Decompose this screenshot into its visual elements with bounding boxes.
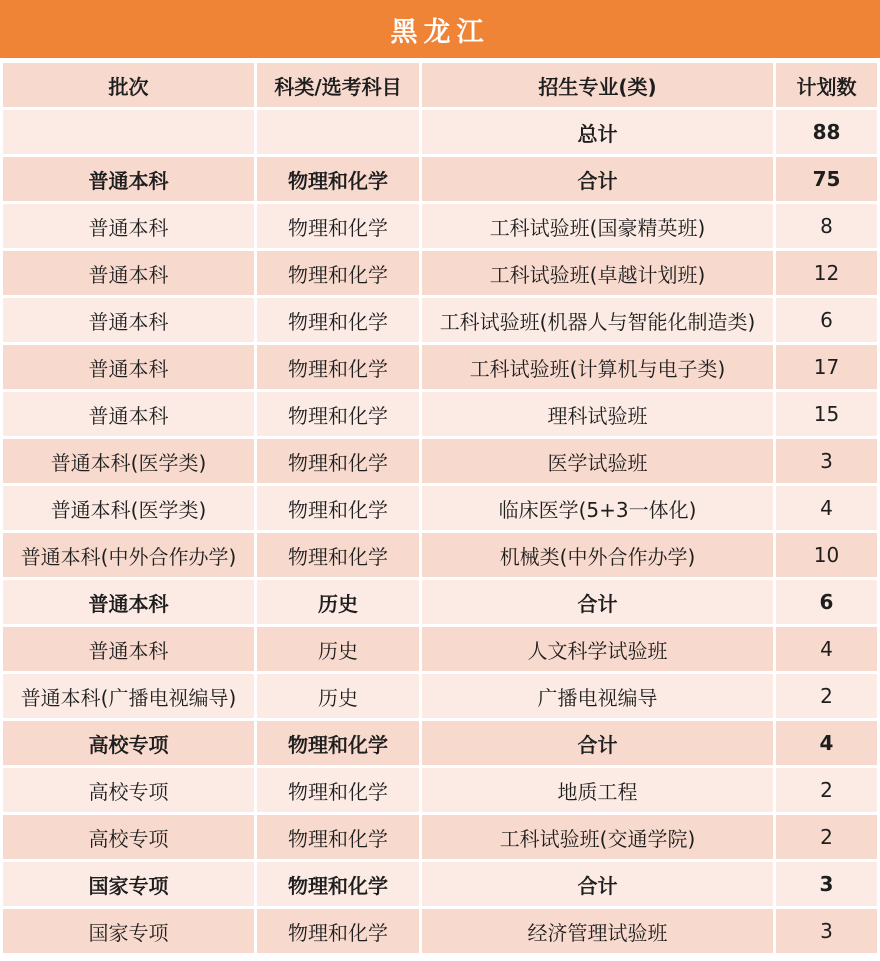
header-subject: 科类/选考科目: [257, 63, 419, 107]
cell-subject: 物理和化学: [257, 204, 419, 248]
subtotal-row: [3, 157, 877, 201]
cell-subject: 物理和化学: [257, 345, 419, 389]
cell-batch: 普通本科(医学类): [3, 439, 254, 483]
cell-major: 合计: [422, 721, 773, 765]
cell-batch: 高校专项: [3, 768, 254, 812]
table-row: [3, 768, 877, 812]
cell-major: 理科试验班: [422, 392, 773, 436]
header-count: 计划数: [776, 63, 877, 107]
cell-major: 机械类(中外合作办学): [422, 533, 773, 577]
table-row: [3, 533, 877, 577]
cell-subject: 物理和化学: [257, 721, 419, 765]
cell-batch: 普通本科(中外合作办学): [3, 533, 254, 577]
cell-major: 工科试验班(卓越计划班): [422, 251, 773, 295]
cell-subject: 物理和化学: [257, 862, 419, 906]
cell-batch: 普通本科: [3, 580, 254, 624]
cell-batch: [3, 110, 254, 154]
header-major: 招生专业(类): [422, 63, 773, 107]
table-row: [3, 345, 877, 389]
cell-batch: 普通本科(广播电视编导): [3, 674, 254, 718]
cell-batch: 普通本科: [3, 345, 254, 389]
cell-subject: 物理和化学: [257, 298, 419, 342]
subtotal-row: [3, 862, 877, 906]
table-row: [3, 251, 877, 295]
cell-count: 3: [776, 439, 877, 483]
cell-count: 12: [776, 251, 877, 295]
cell-count: 17: [776, 345, 877, 389]
table-body: [3, 110, 877, 953]
cell-batch: 高校专项: [3, 815, 254, 859]
cell-count: 15: [776, 392, 877, 436]
subtotal-row: [3, 580, 877, 624]
enrollment-plan-table: [0, 60, 880, 956]
cell-major: 合计: [422, 157, 773, 201]
cell-major: 工科试验班(交通学院): [422, 815, 773, 859]
cell-batch: 普通本科: [3, 627, 254, 671]
cell-major: 合计: [422, 862, 773, 906]
cell-count: 2: [776, 815, 877, 859]
cell-count: 4: [776, 486, 877, 530]
cell-subject: 历史: [257, 627, 419, 671]
cell-major: 合计: [422, 580, 773, 624]
cell-batch: 高校专项: [3, 721, 254, 765]
cell-subject: 物理和化学: [257, 768, 419, 812]
cell-subject: 物理和化学: [257, 392, 419, 436]
cell-batch: 国家专项: [3, 909, 254, 953]
cell-major: 地质工程: [422, 768, 773, 812]
table-title: 黑龙江: [0, 0, 880, 58]
cell-subject: 历史: [257, 674, 419, 718]
cell-major: 工科试验班(计算机与电子类): [422, 345, 773, 389]
cell-subject: 物理和化学: [257, 815, 419, 859]
cell-major: 医学试验班: [422, 439, 773, 483]
table-row: [3, 909, 877, 953]
cell-major: 临床医学(5+3一体化): [422, 486, 773, 530]
cell-count: 4: [776, 721, 877, 765]
cell-count: 2: [776, 768, 877, 812]
cell-batch: 普通本科: [3, 392, 254, 436]
cell-major: 工科试验班(机器人与智能化制造类): [422, 298, 773, 342]
cell-subject: 物理和化学: [257, 251, 419, 295]
table-row: [3, 486, 877, 530]
cell-subject: 物理和化学: [257, 439, 419, 483]
table-row: [3, 439, 877, 483]
cell-batch: 普通本科: [3, 298, 254, 342]
cell-major: 经济管理试验班: [422, 909, 773, 953]
cell-count: 3: [776, 862, 877, 906]
cell-count: 2: [776, 674, 877, 718]
cell-subject: 物理和化学: [257, 909, 419, 953]
cell-count: 6: [776, 298, 877, 342]
cell-count: 6: [776, 580, 877, 624]
cell-batch: 普通本科(医学类): [3, 486, 254, 530]
table-row: [3, 392, 877, 436]
cell-count: 3: [776, 909, 877, 953]
table-row: [3, 204, 877, 248]
cell-count: 10: [776, 533, 877, 577]
cell-count: 88: [776, 110, 877, 154]
table-row: [3, 298, 877, 342]
cell-major: 总计: [422, 110, 773, 154]
cell-batch: 国家专项: [3, 862, 254, 906]
cell-subject: 物理和化学: [257, 157, 419, 201]
cell-subject: [257, 110, 419, 154]
cell-major: 广播电视编导: [422, 674, 773, 718]
header-batch: 批次: [3, 63, 254, 107]
cell-major: 人文科学试验班: [422, 627, 773, 671]
subtotal-row: [3, 110, 877, 154]
cell-count: 75: [776, 157, 877, 201]
cell-subject: 物理和化学: [257, 486, 419, 530]
table-row: [3, 815, 877, 859]
cell-batch: 普通本科: [3, 157, 254, 201]
table-row: [3, 674, 877, 718]
subtotal-row: [3, 721, 877, 765]
cell-subject: 物理和化学: [257, 533, 419, 577]
cell-batch: 普通本科: [3, 204, 254, 248]
table-header-row: [3, 63, 877, 107]
cell-major: 工科试验班(国豪精英班): [422, 204, 773, 248]
cell-count: 8: [776, 204, 877, 248]
cell-batch: 普通本科: [3, 251, 254, 295]
table-row: [3, 627, 877, 671]
cell-count: 4: [776, 627, 877, 671]
cell-subject: 历史: [257, 580, 419, 624]
